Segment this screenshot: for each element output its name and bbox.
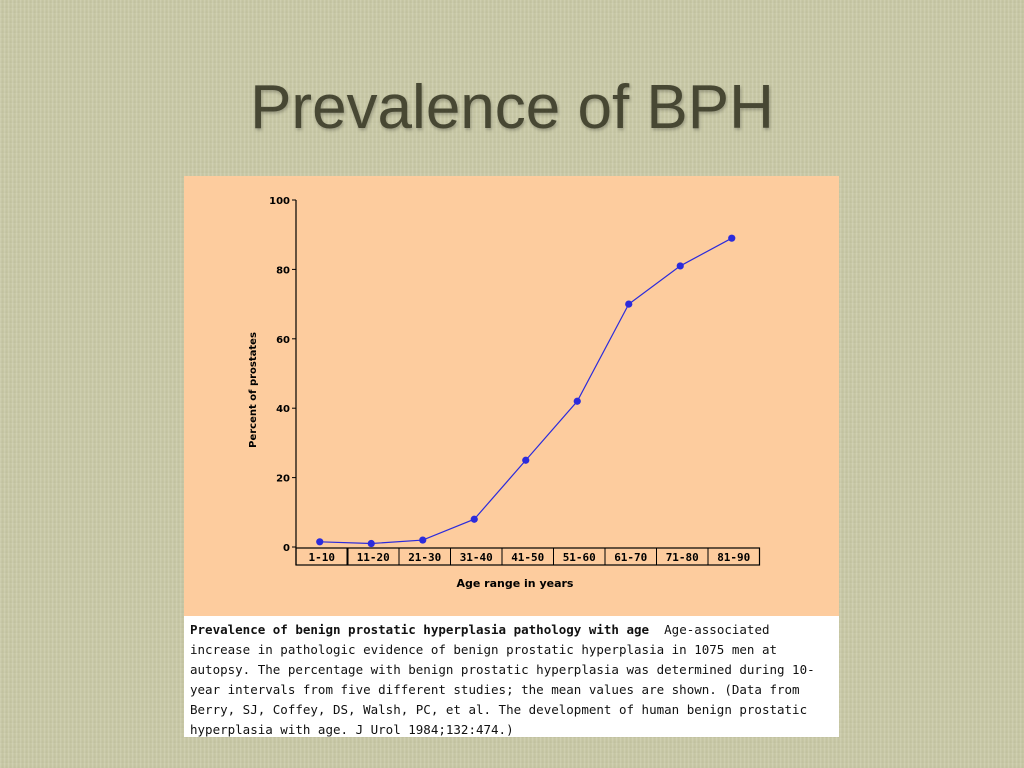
data-point <box>625 301 632 308</box>
figure-caption <box>190 620 835 740</box>
data-point <box>522 457 529 464</box>
y-tick-label: 20 <box>276 473 290 485</box>
figure <box>184 176 839 737</box>
x-category-label: 61-70 <box>614 551 648 564</box>
data-point <box>368 540 375 547</box>
x-category-label: 51-60 <box>562 551 596 564</box>
y-tick-label: 100 <box>269 196 290 207</box>
y-axis-ticks <box>269 196 296 554</box>
x-category-label: 21-30 <box>408 551 442 564</box>
data-point <box>419 536 426 543</box>
chart-panel <box>184 176 839 616</box>
x-category-label: 71-80 <box>665 551 699 564</box>
caption-text: Age-associated increase in pathologic evidence of benign prostatic hyperplasia in 1075 men at autopsy. The percentage with benign prostatic hyperplasia was determined during 10-year intervals from five different studies; the mean values are shown. (Data from Berry, SJ, Coffey, DS, Walsh, PC, et al. The development of human benign prostatic hyperplasia with age. J Urol 1984;132:474.) <box>190 622 815 737</box>
x-category-label: 11-20 <box>356 551 390 564</box>
data-point <box>316 538 323 545</box>
series-line <box>320 238 732 543</box>
y-tick-label: 60 <box>276 334 290 346</box>
data-point <box>677 262 684 269</box>
bph-line-chart <box>184 176 839 616</box>
x-category-label: 1-10 <box>308 551 335 564</box>
data-point <box>574 398 581 405</box>
x-axis-categories <box>296 548 760 565</box>
x-axis-label: Age range in years <box>456 577 574 590</box>
y-tick-label: 40 <box>276 404 290 416</box>
x-category-label: 31-40 <box>459 551 493 564</box>
slide-title: Prevalence of BPH <box>250 73 774 142</box>
x-category-label: 41-50 <box>511 551 545 564</box>
y-tick-label: 80 <box>276 265 290 277</box>
data-point <box>728 235 735 242</box>
caption-bold: Prevalence of benign prostatic hyperplasia pathology with age <box>190 622 650 637</box>
data-point <box>471 516 478 523</box>
y-axis-label: Percent of prostates <box>248 332 259 448</box>
y-tick-label: 0 <box>283 543 290 554</box>
x-category-label: 81-90 <box>717 551 751 564</box>
data-points <box>316 235 735 548</box>
